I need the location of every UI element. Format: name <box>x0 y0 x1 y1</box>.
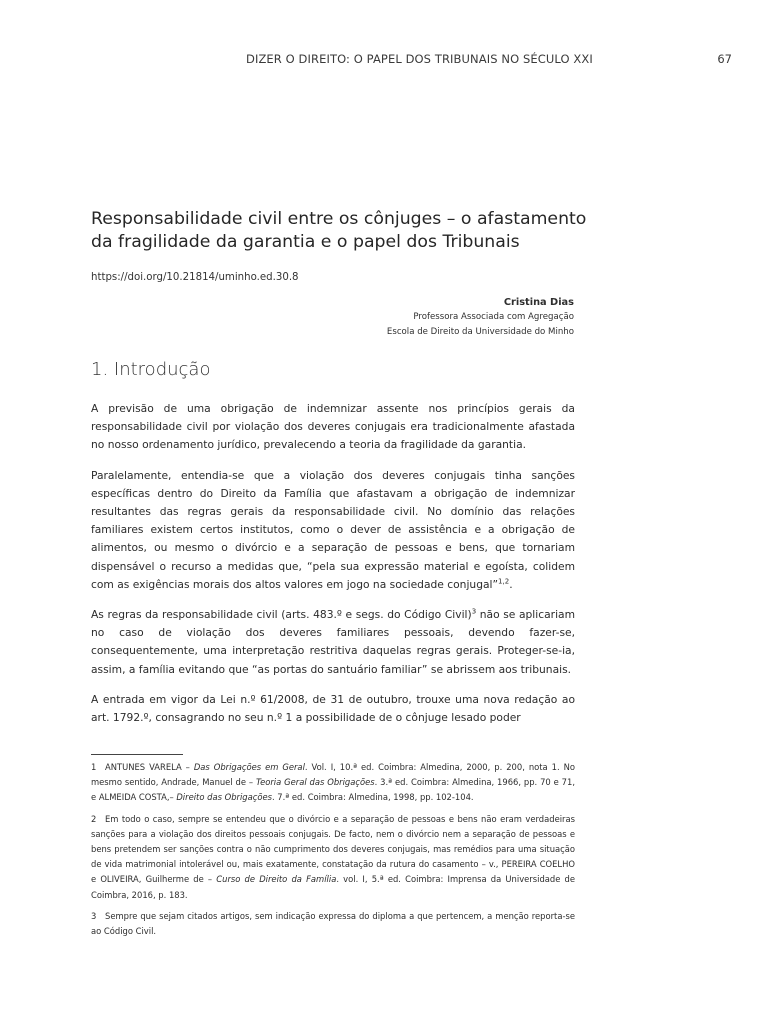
footnote-2-book-title: Curso de Direito da Família <box>216 874 337 885</box>
footnote-2-text-a: Em todo o caso, sempre se entendeu que o divórcio e a separação de pessoas e bens não eram verdadeiras sanções para a violação dos direitos pessoais conjugais. De facto, nem o divórcio nem a separação de pessoas e bens pretendem ser sanções contra o não cumprimento dos deveres conjugais, mas remédios para uma situação de vida matrimonial intolerável ou, mais exatamente, constatação da rutura do casamento – v., PEREIRA COELHO e OLIVEIRA, Guilherme de – <box>91 813 575 885</box>
paragraph-2-text: Paralelamente, entendia-se que a violação dos deveres conjugais tinha sanções específicas dentro do Direito da Família que afastavam a obrigação de indemnizar resultantes das regras gerais da responsabilidade civil. No domínio das relações familiares existem certos institutos, como o dever de assistência e a obrigação de alimentos, ou mesmo o divórcio e a separação de pessoas e bens, que tornariam dispensável o recurso a medidas que, “pela sua expressão material e egoísta, colidem com as exigências morais dos altos valores em jogo na sociedade conjugal” <box>91 468 575 591</box>
section-heading: 1. Introdução <box>91 359 211 380</box>
paragraph-3-text-a: As regras da responsabilidade civil (arts. 483.º e segs. do Código Civil) <box>91 608 472 622</box>
article-title-line-2: da fragilidade da garantia e o papel dos Tribunais <box>91 232 520 252</box>
footnote-3-text: Sempre que sejam citados artigos, sem indicação expressa do diploma a que pertencem, a menção reporta-se ao Código Civil. <box>91 910 575 937</box>
footnote-1 <box>91 760 575 806</box>
footnote-divider <box>91 754 183 755</box>
footnote-2 <box>91 812 575 903</box>
footnote-3-number: 3 <box>91 910 97 921</box>
paragraph-2 <box>91 467 575 594</box>
body-text <box>91 400 575 739</box>
footnote-1-text-c: . 3.ª ed. Coimbra: Almedina, 1966, pp. 70 e 71, e ALMEIDA COSTA,– <box>91 777 575 803</box>
paragraph-2-end: . <box>509 577 513 591</box>
paragraph-3 <box>91 606 575 679</box>
paragraph-4: A entrada em vigor da Lei n.º 61/2008, de 31 de outubro, trouxe uma nova redação ao art. 1792.º, consagrando no seu n.º 1 a possibilidade de o cônjuge lesado poder <box>91 692 575 725</box>
paragraph-3-text-b: não se aplicariam no caso de violação dos deveres familiares pessoais, devendo fazer-se, consequentemente, uma interpretação restritiva daquelas regras gerais. Proteger-se-ia, assim, a família evitando que “as portas do santuário familiar” se abrissem aos tribunais. <box>91 608 575 676</box>
paragraph-1: A previsão de uma obrigação de indemnizar assente nos princípios gerais da responsabilidade civil por violação dos deveres conjugais era tradicionalmente afastada no nosso ordenamento jurídico, prevalecendo a teoria da fragilidade da garantia. <box>91 402 575 452</box>
footnote-1-book-title-2: Teoria Geral das Obrigações <box>255 777 375 788</box>
page-number: 67 <box>717 52 732 66</box>
footnote-1-text-d: . 7.ª ed. Coimbra: Almedina, 1998, pp. 102-104. <box>271 792 474 803</box>
author-block <box>387 295 574 340</box>
footnote-1-text-b: . Vol. I, 10.ª ed. Coimbra: Almedina, 2000, p. 200, nota 1. No mesmo sentido, Andrade, Manuel de – <box>91 762 575 788</box>
article-title-line-1: Responsabilidade civil entre os cônjuges – o afastamento <box>91 209 587 229</box>
author-affiliation-school: Escola de Direito da Universidade do Minho <box>386 327 574 337</box>
author-affiliation-title: Professora Associada com Agregação <box>413 312 574 322</box>
footnote-ref-1-2[interactable]: 1,2 <box>498 577 510 586</box>
footnote-3 <box>91 909 575 939</box>
footnote-2-text-b: . vol. I, 5.ª ed. Coimbra: Imprensa da Universidade de Coimbra, 2016, p. 183. <box>91 874 575 900</box>
footnote-1-number: 1 <box>91 762 97 772</box>
running-header-title: DIZER O DIREITO: O PAPEL DOS TRIBUNAIS NO SÉCULO XXI <box>246 52 593 66</box>
footnote-1-text-a: ANTUNES VARELA – <box>105 762 194 772</box>
author-name: Cristina Dias <box>503 297 574 308</box>
footnote-2-number: 2 <box>91 813 97 824</box>
footnotes <box>91 760 575 945</box>
article-title <box>91 208 591 254</box>
doi-link[interactable]: https://doi.org/10.21814/uminho.ed.30.8 <box>91 272 299 283</box>
footnote-1-book-title-1: Das Obrigações em Geral <box>193 762 305 772</box>
footnote-ref-3[interactable]: 3 <box>471 607 477 616</box>
footnote-1-book-title-3: Direito das Obrigações <box>176 792 272 803</box>
